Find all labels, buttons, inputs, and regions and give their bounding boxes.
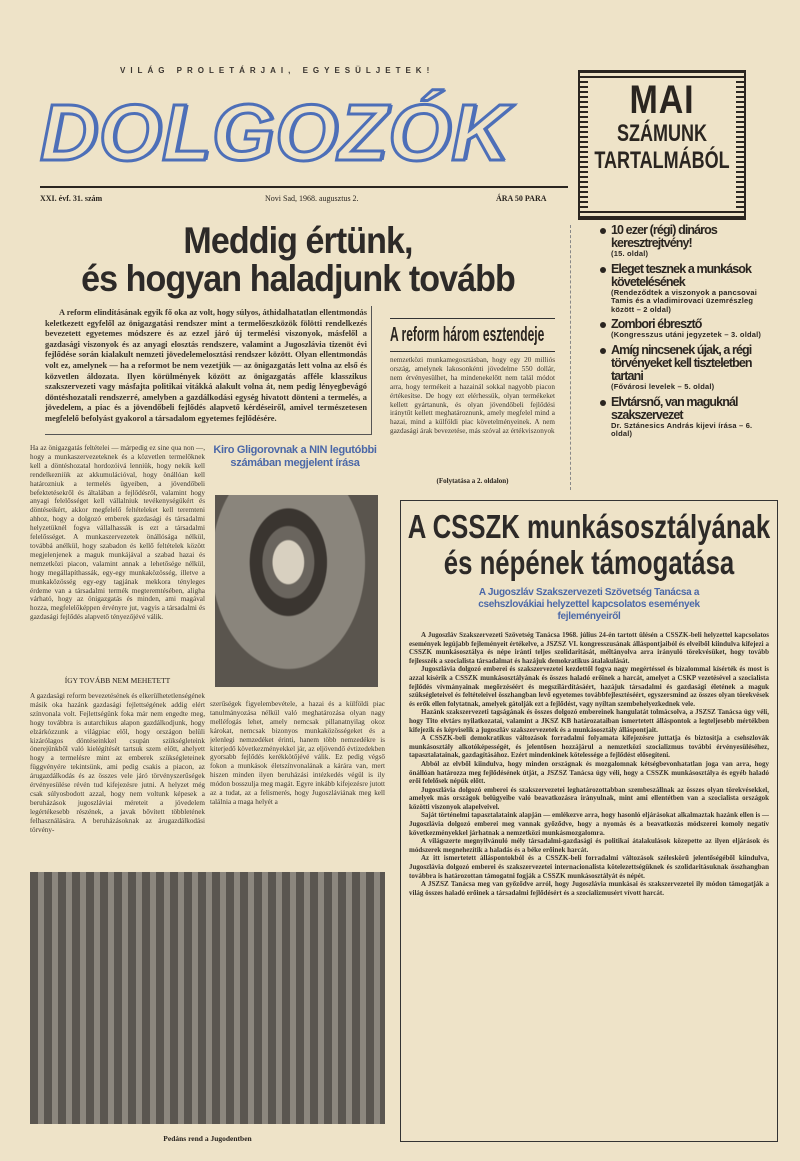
csszk-article (400, 500, 778, 1142)
volume-number: XXI. évf. 31. szám (40, 194, 103, 203)
csszk-subtitle: A Jugoszláv Szakszervezeti Szövetség Tanácsa a csehszlovákiai helyzettel kapcsolatos események fejleményeiről (478, 587, 700, 622)
paragraph: A JSZSZ Tanácsa meg van győződve arról, hogy Jugoszlávia munkásai és szakszervezetei ily módon támogatják a világ összes haladó erőinek a társadalmi fejlődésért és a szocializmusért vívott harcát. (409, 880, 769, 897)
paragraph: Jugoszlávia dolgozó emberei és szakszervezetei leghatározottabban szembeszállnak az összes olyan törekvésekkel, amelyek más országok belügyeibe való beavatkozásra irányulnak, mint ami ellentétben van a szocialista országok közötti viszonyok alapelveivel. (409, 785, 769, 811)
teaser-item[interactable] (598, 396, 762, 439)
teaser-sub: (Rendeződtek a viszonyok a pancsovai Tamis és a vladimirovaci üzemrészleg között – 2 oldal) (611, 287, 757, 314)
main-headline-line2: és hogyan haladjunk tovább (81, 258, 515, 299)
teaser-title: 10 ezer (régi) dináros keresztrejtvény! (611, 223, 717, 250)
side-article-title-text: A reform három esztendeje (390, 324, 545, 346)
main-headline (28, 222, 568, 298)
teaser-item[interactable] (598, 224, 762, 259)
masthead-logo: DOLGOZÓK (40, 88, 511, 177)
paragraph: A világszerte megnyilvánuló mély társadalmi-gazdasági és politikai átalakulások közepette az ilyen eljárások és módszerek megnehezítik a haladás és a béke erőinek harcát. (409, 837, 769, 854)
teaser-list (598, 224, 762, 443)
main-headline-line1: Meddig értünk, (183, 220, 413, 261)
masthead-rule (40, 186, 568, 188)
bullet-icon (600, 267, 606, 273)
paragraph: A Jugoszláv Szakszervezeti Szövetség Tanácsa 1968. július 24-én tartott ülésén a CSSZK-beli helyzettel kapcsolatos események legújabb fejleményeit értékelve, a JSZSZ VI. kongresszusának álláspontjaiból és elveiből kiindulva kifejezi a CSSZK munkásosztálya és népe iránti teljes szolidaritását, méltányolva arra irányuló törekvésüket, hogy tovább fejlesszék a szocialista társadalmat és hazájuk demokratikus átalakulását. (409, 631, 769, 665)
teaser-sub: Dr. Sztánesics András kijevi írása – 6. oldal) (611, 420, 753, 439)
place-date: Novi Sad, 1968. augusztus 2. (265, 194, 359, 203)
continued-note: (Folytatása a 2. oldalon) (436, 477, 509, 485)
teaser-sub: (Fővárosi levelek – 5. oldal) (611, 381, 715, 391)
contents-box-line2: SZÁMUNK (617, 120, 707, 147)
teaser-item[interactable] (598, 263, 762, 315)
main-article-intro (45, 306, 372, 435)
factory-photo (30, 872, 385, 1124)
paragraph: Jugoszlávia dolgozó emberei és szakszervezetei kezdettől fogva nagy megértéssel és bizalommal kísérték és most is azzal kísérik a CSSZK munkásosztályának és összes haladó erőinek a harcát, amelyet a CSKP vezetésével a szocialista fejlődés vívmányainak megőrzéséért és megszilárdításáért, hazájuk társadalmi és gazdasági életének a maguk szükségleteivel és feltételeivel összhangban levő egyetemes továbbfejlesztéséért, egyszersmind az összes olyan törekvések és erők ellen folytatnak, amelyek gátolják ezt a fejlődést, vagy nyíltan szembehelyezkednek vele. (409, 665, 769, 708)
teaser-title: Zombori ébresztő (611, 317, 702, 332)
teaser-item[interactable] (598, 344, 762, 392)
portrait-photo (215, 495, 378, 687)
bullet-icon (600, 228, 606, 234)
teaser-title: Elvtársnő, van maguknál szakszervezet (611, 394, 738, 422)
subheading: ÍGY TOVÁBB NEM MEHETETT (64, 676, 171, 685)
paragraph: A CSSZK-beli demokratikus változások forradalmi folyamata kifejezésre juttatja és biztosítja a csehszlovák munkásosztály alkotóképességét, és jelentősen hozzájárul a nemzetközi szocializmus további érvényesüléséhez, tapasztalatainak, gazdagításához. Ezért mindenkinek kötelessége a fejlődést elősegíteni. (409, 734, 769, 760)
paragraph: Az itt ismertetett álláspontokból és a CSSZK-beli forradalmi változások széleskörű jelentőségéből kiindulva, Jugoszlávia dolgozó emberei és szakszervezetei internacionalista kötelezettségüknek és szolidaritásuknak összhangban továbbra is határozottan támogatni fogják a CSSZK munkásosztályát és népét. (409, 854, 769, 880)
factory-photo-caption: Pedáns rend a Jugodentben (163, 1134, 252, 1143)
price: ÁRA 50 PARA (496, 194, 547, 203)
paragraph: Saját történelmi tapasztalataink alapján — emlékezve arra, hogy hasonló eljárásokat alkalmaztak hazánk ellen is — Jugoszlávia dolgozó emberei meg vannak győződve, hogy a nyomás és a beavatkozás módszerei komoly negatív következményekkel járhatnak a nemzetközi munkásmozgalomra. (409, 811, 769, 837)
teaser-title: Amíg nincsenek újak, a régi törvényeket kell tiszteletben tartani (611, 342, 752, 383)
teaser-sub: (Kongresszus utáni jegyzetek – 3. oldal) (611, 330, 762, 340)
bullet-icon (600, 348, 606, 354)
teaser-item[interactable] (598, 318, 762, 340)
intro-text: A reform elindításának egyik fő oka az volt, hogy súlyos, áthidalhatatlan ellentmondás keletkezett egyfelől az önigazgatási rendszer mint a termelőeszközök fölötti rendelkezés bevezetett egyetemes módszere és az ezzel járó új termelési viszonyok, másfelől a gazdasági viszonyok és az anyagi elosztás rendszere, valamint a Jugoszlávia tizenöt évi fejlődése során kialakult nemzeti jövedelemelosztási rendszer között. Olyan ellentmondás volt ez, amelynek — ha a reformot be nem vezetjük — az önigazgatás lett volna az első és közvetlen áldozata. Ilyen körülmények között az önigazgatás afféle klasszikus szakszervezeti vagy másfajta politikai vitákká alakult volna át, nem pedig lényegbevágó döntéshozatali rendszerré, amelyben a gazdálkodási egység hivatott dönteni a termelés, a jövedelem, a piac és a jövendőbeli fejlődés alapvető kérdéseiről, amivel természetesen megfelelő befolyást gyakorol a társadalom egyetemes fejlődésére. (45, 308, 367, 423)
teaser-title: Eleget tesznek a munkások követelésének (611, 261, 752, 289)
main-article-col1: Ha az önigazgatás feltételei — márpedig ez sine qua non —, hogy a munkaszervezeteknek és a közvetlen termelőknek kell a döntéshozatal hordozóivá lenniük, hogy nekik kell rendelkezniük az akkumulációval, hogy önállóan kell határozniuk a termelés ügyeiben, a jövendőbeli befektetésekről és általában a fejlődésről, valamint hogy anyagi felelősséget kell vállalniuk tevékenységükért és döntéseikért, akkor megfelelő feltételeket kell teremteni ahhoz, hogy a dolgozó emberek gazdasági és társadalmi helyzetüknél fogva vállalhassák is ezt a társadalmi felelősséget. A munkaszervezetek önállósága nélkül, továbbá anélkül, hogy szabadon és kellő feltételek között megjelenjenek a maguk munkájával a szabad hazai és nemzetközi piacon, valamint annak a lehetősége nélkül, hogy megállapíthassák, egy-egy munkaközösség, illetve a munkaközösség egy-egy tagjának mekkora tényleges érdeme van a társadalmi termék megteremtésében, aligha várható, hogy az önigazgatás és minden, ami magával hozza, megfelelőképpen érvényre jut, vagyis a társadalmi és gazdasági fejlődés alapvető tényezőjévé válik. (30, 444, 205, 622)
side-article-title (390, 318, 555, 352)
main-article-col1b: A gazdasági reform bevezetésének és elkerülhetetlenségének másik oka hazánk gazdasági fejlettségének addig elért színvonala volt. Fejlettségünk foka már nem engedte meg, hogy továbbra is autarchikus alapon gazdálkodjunk, hogy elzárkózzunk a világpiac elől, hogy országon belüli kizárólagos döntéseinkkel csupán szükségleteink önerejünkből való kielégítését tartsuk szem előtt, ahelyett hogy a termelésre mint az emberek szükségleteinek függvényére tekintsünk, ami pedig csakis a piacon, az árugazdálkodás és az összes vele járó törvényszerűségek érvényesülése révén tud kifejezésre jutni. A helyzet még csak súlyosbodott azzal, hogy nem voltunk képesek a beruházások jugoszláviai méreteit a jövedelem legértékesebb részének, a javak bővített többletének felhasználására. A beruházásoknak az árugazdálkodási törvény- (30, 692, 205, 834)
contents-box-line3: TARTALMÁBÓL (594, 147, 730, 174)
bullet-icon (600, 400, 606, 406)
csszk-headline-line2: és népének támogatása (443, 544, 735, 581)
paragraph: Hazánk szakszervezeti tagságának és összes dolgozó embereinek hangulatát tolmácsolva, a JSZSZ Tanácsa úgy véli, hogy Tito elvtárs nyilatkozatai, valamint a JKSZ KB határozataiban ismertetett álláspontok a legteljesebb mértékben kifejezik és képviselik a jugoszláv szakszervezetek és a munkásosztály álláspontjait. (409, 708, 769, 734)
bullet-icon (600, 322, 606, 328)
csszk-body (409, 631, 769, 1142)
masthead-slogan: VILÁG PROLETÁRJAI, EGYESÜLJETEK! (120, 66, 435, 75)
photo-caption-gligorov: Kiro Gligorovnak a NIN legutóbbi számában megjelent írása (213, 444, 377, 469)
side-article-body: nemzetközi munkamegosztásban, hogy egy 20 milliós ország, amelynek lakosonkénti jövedelme 550 dollár, nem érvényesülhet, ha mindenekelőtt nem talál módot arra, hogy termékeit a hazainál sokkal nagyobb piacon értékesítse. De hogy ezt elérhessük, olyan termékeket kellett gyártanunk, és olyan jövendőbeli fejlődési iránytűt kellett meghatároznunk, amely megfelel mind a hazai, mind a külföldi piac követelményeinek. A nem gazdasági árak bevezetése, más szóval az értékviszonyok (390, 356, 555, 436)
csszk-headline-line1: A CSSZK munkásosztályának (407, 508, 771, 545)
column-divider (570, 225, 572, 490)
paragraph: Abból az elvből kiindulva, hogy minden országnak és mozgalomnak kétségbevonhatatlan joga van arra, hogy önállóan határozza meg fejlődésének útját, a JSZSZ Tanácsa úgy véli, hogy a CSSZK munkásosztálya és egyéb haladó erői felelősek népük előtt. (409, 759, 769, 786)
contents-box (578, 70, 746, 220)
teaser-sub: (15. oldal) (611, 249, 649, 258)
main-article-col2: szerűségek figyelembevétele, a hazai és a külföldi piac tanulmányozása nélkül való meghatározása olyan nagy melléfogás lehet, amely nemcsak pillanatnyilag okoz károkat, nemcsak bizonyos munkaközösségeket és a jelenlegi nemzedéket érinti, hanem több nemzedékre is kiterjedő következményekkel jár, az eljövendő évtizedekben gyorsabb fejlődés kerékkötőjévé válik. Ez pedig végső fokon a munkások életszínvonalának a kárára van, mert hiszen minden ilyen beruházási intézkedés végül is ily módon bosszulja meg magát. Egyre inkább kifejezésre jutott az a tudat, az a felismerés, hogy Jugoszláviának meg kell találnia a maga helyét a (210, 700, 385, 806)
contents-box-line1: MAI (629, 80, 695, 122)
